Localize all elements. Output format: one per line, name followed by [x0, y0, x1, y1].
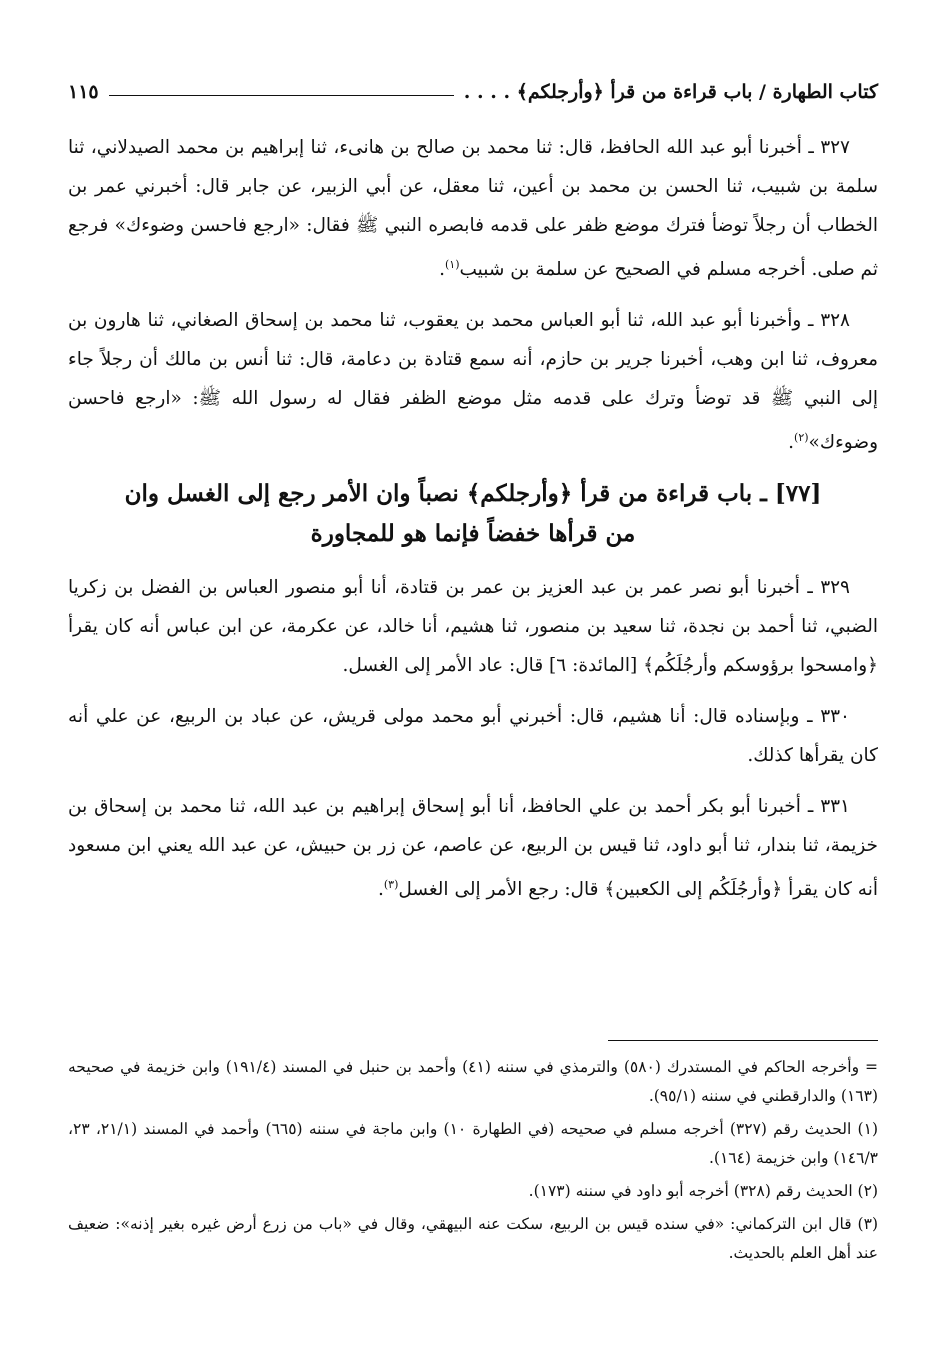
- footnote-ref-3: (٣): [383, 878, 399, 892]
- hadith-330: ٣٣٠ ـ وبإسناده قال: أنا هشيم، قال: أخبرني أبو محمد مولى قريش، عن عباد بن الربيع، عن علي أنه كان يقرأها كذلك.: [68, 706, 878, 767]
- hadith-328: ٣٢٨ ـ وأخبرنا أبو عبد الله، ثنا أبو العباس محمد بن يعقوب، ثنا محمد بن إسحاق الصغاني، ثنا هارون بن معروف، ثنا ابن وهب، أخبرنا جرير بن حازم، أنه سمع قتادة بن دعامة، قال: ثنا أنس بن مالك أن رجلاً جاء إلى النبي ﷺ قد توضأ وترك على قدمه مثل موضع الظفر فقال له رسول الله ﷺ: «ارجع فاحسن وضوءك»$^{(٢)}$.: [68, 310, 878, 454]
- running-title: كتاب الطهارة / باب قراءة من قرأ ﴿وأرجلكم﴾ . . . .: [463, 81, 878, 103]
- footnote-separator: [608, 1040, 878, 1041]
- footnote-2: (٢) الحديث رقم (٣٢٨) أخرجه أبو داود في سننه (١٧٣).: [528, 1182, 878, 1200]
- page-header: [68, 72, 878, 112]
- hadith-331: ٣٣١ ـ أخبرنا أبو بكر أحمد بن علي الحافظ، أنا أبو إسحاق إبراهيم بن عبد الله، ثنا محمد بن إسحاق بن خزيمة، ثنا بندار، ثنا أبو داود، ثنا قيس بن الربيع، عن عاصم، عن زر بن حبيش، عن عبد الله يعني ابن مسعود أنه كان يقرأ ﴿وأرجُلَكُم إلى الكعبين﴾ قال: رجع الأمر إلى الغسل$^{(٣)}$.: [68, 796, 878, 901]
- hadith-331-text: ٣٣١ ـ أخبرنا أبو بكر أحمد بن علي الحافظ، أنا أبو إسحاق إبراهيم بن عبد الله، ثنا محمد بن إسحاق بن خزيمة، ثنا بندار، ثنا أبو داود، ثنا قيس بن الربيع، عن عاصم، عن زر بن حبيش، عن عبد الله يعني ابن مسعود أنه كان يقرأ ﴿وأرجُلَكُم إلى الكعبين﴾ قال: رجع الأمر إلى الغسل: [68, 796, 878, 901]
- hadith-328-text: ٣٢٨ ـ وأخبرنا أبو عبد الله، ثنا أبو العباس محمد بن يعقوب، ثنا محمد بن إسحاق الصغاني، ثنا هارون بن معروف، ثنا ابن وهب، أخبرنا جرير بن حازم، أنه سمع قتادة بن دعامة، قال: ثنا أنس بن مالك أن رجلاً جاء إلى النبي ﷺ قد توضأ وترك على قدمه مثل موضع الظفر فقال له رسول الله ﷺ: «ارجع فاحسن وضوءك»: [68, 310, 878, 454]
- page-number: ١١٥: [68, 81, 99, 103]
- hadith-327-text: ٣٢٧ ـ أخبرنا أبو عبد الله الحافظ، قال: ثنا محمد بن صالح بن هانىء، ثنا إبراهيم بن محمد الصيدلاني، ثنا سلمة بن شبيب، ثنا الحسن بن محمد بن أعين، ثنا معقل، عن أبي الزبير، عن جابر قال: أخبرني عمر بن الخطاب أن رجلاً توضأ فترك موضع ظفر على قدمه فابصره النبي ﷺ فقال: «ارجع فاحسن وضوءك» فرجع ثم صلى. أخرجه مسلم في الصحيح عن سلمة بن شبيب: [68, 137, 878, 281]
- footnote-3: (٣) قال ابن التركماني: «في سنده قيس بن الربيع، سكت عنه البيهقي، وقال في «باب من زرع أرض غيره بغير إذنه»: ضعيف عند أهل العلم بالحديث.: [68, 1215, 878, 1262]
- hadith-329: ٣٢٩ ـ أخبرنا أبو نصر عمر بن عبد العزيز بن عمر بن قتادة، أنا أبو منصور العباس بن الفضل بن زكريا الضبي، ثنا أحمد بن نجدة، ثنا سعيد بن منصور، ثنا هشيم، أنا خالد، عن عكرمة، عن ابن عباس أنه كان يقرأ ﴿وامسحوا برؤوسكم وأرجُلَكُم﴾ [المائدة: ٦] قال: عاد الأمر إلى الغسل.: [68, 577, 878, 677]
- footnote-ref-1: (١): [445, 258, 460, 271]
- chapter-heading: [68, 474, 878, 554]
- footnote-1: (١) الحديث رقم (٣٢٧) أخرجه مسلم في صحيحه (في الطهارة ١٠) وابن ماجة في سننه (٦٦٥) وأحمد في المسند (٢١/١، ٢٣، ١٤٦/٣) وابن خزيمة (١٦٤).: [68, 1120, 878, 1167]
- hadith-327: ٣٢٧ ـ أخبرنا أبو عبد الله الحافظ، قال: ثنا محمد بن صالح بن هانىء، ثنا إبراهيم بن محمد الصيدلاني، ثنا سلمة بن شبيب، ثنا الحسن بن محمد بن أعين، ثنا معقل، عن أبي الزبير، عن جابر قال: أخبرني عمر بن الخطاب أن رجلاً توضأ فترك موضع ظفر على قدمه فابصره النبي ﷺ فقال: «ارجع فاحسن وضوءك» فرجع ثم صلى. أخرجه مسلم في الصحيح عن سلمة بن شبيب$^{(١)}$.: [68, 137, 878, 281]
- footnote-continued: = وأخرجه الحاكم في المستدرك (٥٨٠) والترمذي في سننه (٤١) وأحمد بن حنبل في المسند (١٩١/٤) وابن خزيمة في صحيحه (١٦٣) والدارقطني في سننه (٩٥/١).: [68, 1058, 878, 1105]
- header-rule: [109, 95, 454, 96]
- main-text: [68, 128, 878, 921]
- footnote-ref-2: (٢): [794, 431, 809, 445]
- chapter-heading-line-2: من قرأها خفضاً فإنما هو للمجاورة: [310, 520, 636, 548]
- chapter-heading-line-1: [٧٧] ـ باب قراءة من قرأ ﴿وأرجلكم﴾ نصباً وان الأمر رجع إلى الغسل وان: [124, 480, 822, 508]
- footnotes: [68, 1040, 878, 1272]
